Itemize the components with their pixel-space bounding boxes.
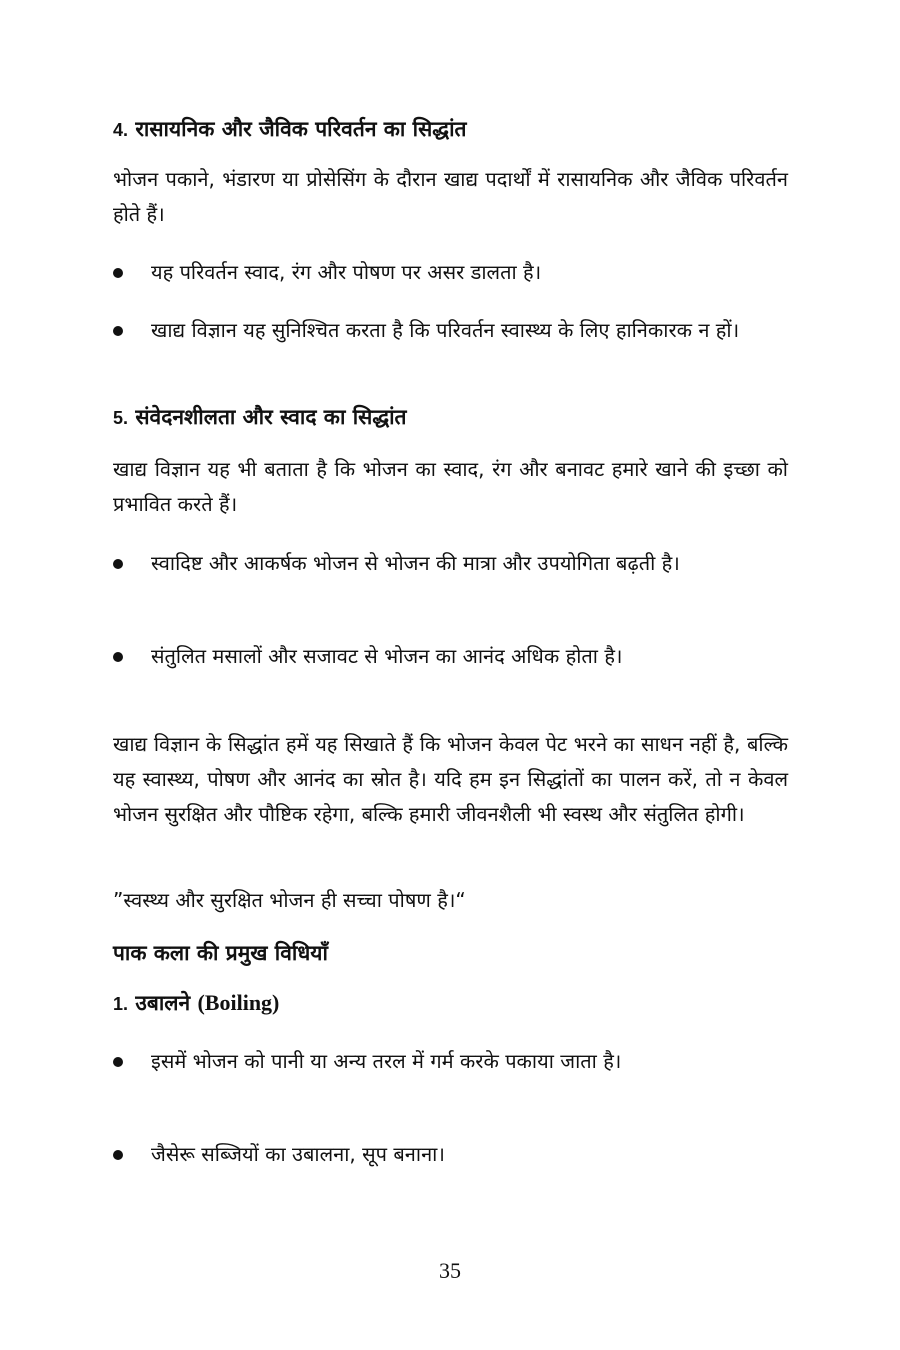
- list-item: [151, 639, 788, 674]
- bullet-icon: [113, 326, 123, 336]
- section-number: 5.: [113, 408, 129, 428]
- quote: ”स्वस्थ्य और सुरक्षित भोजन ही सच्चा पोषण है।“: [113, 888, 466, 912]
- bullet-icon: [113, 652, 123, 662]
- section-number: 4.: [113, 120, 129, 140]
- page-number: 35: [439, 1258, 461, 1283]
- list-item-text: यह परिवर्तन स्वाद, रंग और पोषण पर असर डालता है।: [151, 260, 542, 284]
- section-4-heading: [113, 114, 788, 145]
- list-item-text: जैसेरू सब्जियों का उबालना, सूप बनाना।: [151, 1142, 445, 1166]
- heading-text: उबालने: [135, 991, 191, 1015]
- bullet-icon: [113, 559, 123, 569]
- list-item-text: खाद्य विज्ञान यह सुनिश्चित करता है कि परिवर्तन स्वास्थ्य के लिए हानिकारक न हों।: [151, 318, 740, 342]
- heading-latin: (Boiling): [197, 990, 280, 1015]
- list-item-text: स्वादिष्ट और आकर्षक भोजन से भोजन की मात्रा और उपयोगिता बढ़ती है।: [151, 551, 680, 575]
- list-item: [151, 546, 788, 581]
- method-1-heading: [113, 988, 788, 1019]
- list-item-text: इसमें भोजन को पानी या अन्य तरल में गर्म करके पकाया जाता है।: [151, 1049, 622, 1073]
- list-item: [151, 1044, 788, 1079]
- section-number: 1.: [113, 994, 129, 1014]
- heading-text: रासायनिक और जैविक परिवर्तन का सिद्धांत: [135, 117, 467, 141]
- bullet-icon: [113, 1150, 123, 1160]
- list-item: [151, 255, 788, 290]
- section-5-heading: [113, 402, 788, 433]
- section-4-paragraph: भोजन पकाने, भंडारण या प्रोसेसिंग के दौरान खाद्य पदार्थों में रासायनिक और जैविक परिवर्तन होते हैं।: [113, 167, 788, 226]
- bullet-icon: [113, 1057, 123, 1067]
- heading-text: संवेदनशीलता और स्वाद का सिद्धांत: [135, 405, 407, 429]
- list-item: [151, 313, 788, 348]
- list-item: [151, 1137, 788, 1172]
- conclusion-paragraph: खाद्य विज्ञान के सिद्धांत हमें यह सिखाते हैं कि भोजन केवल पेट भरने का साधन नहीं है, बल्कि यह स्वास्थ्य, पोषण और आनंद का स्रोत है। यदि हम इन सिद्धांतों का पालन करें, तो न केवल भोजन सुरक्षित और पौष्टिक रहेगा, बल्कि हमारी जीवनशैली भी स्वस्थ और संतुलित होगी।: [113, 732, 788, 826]
- list-item-text: संतुलित मसालों और सजावट से भोजन का आनंद अधिक होता है।: [151, 644, 623, 668]
- bullet-icon: [113, 268, 123, 278]
- section-5-paragraph: खाद्य विज्ञान यह भी बताता है कि भोजन का स्वाद, रंग और बनावट हमारे खाने की इच्छा को प्रभावित करते हैं।: [113, 457, 788, 516]
- methods-heading: पाक कला की प्रमुख विधियाँ: [113, 941, 328, 965]
